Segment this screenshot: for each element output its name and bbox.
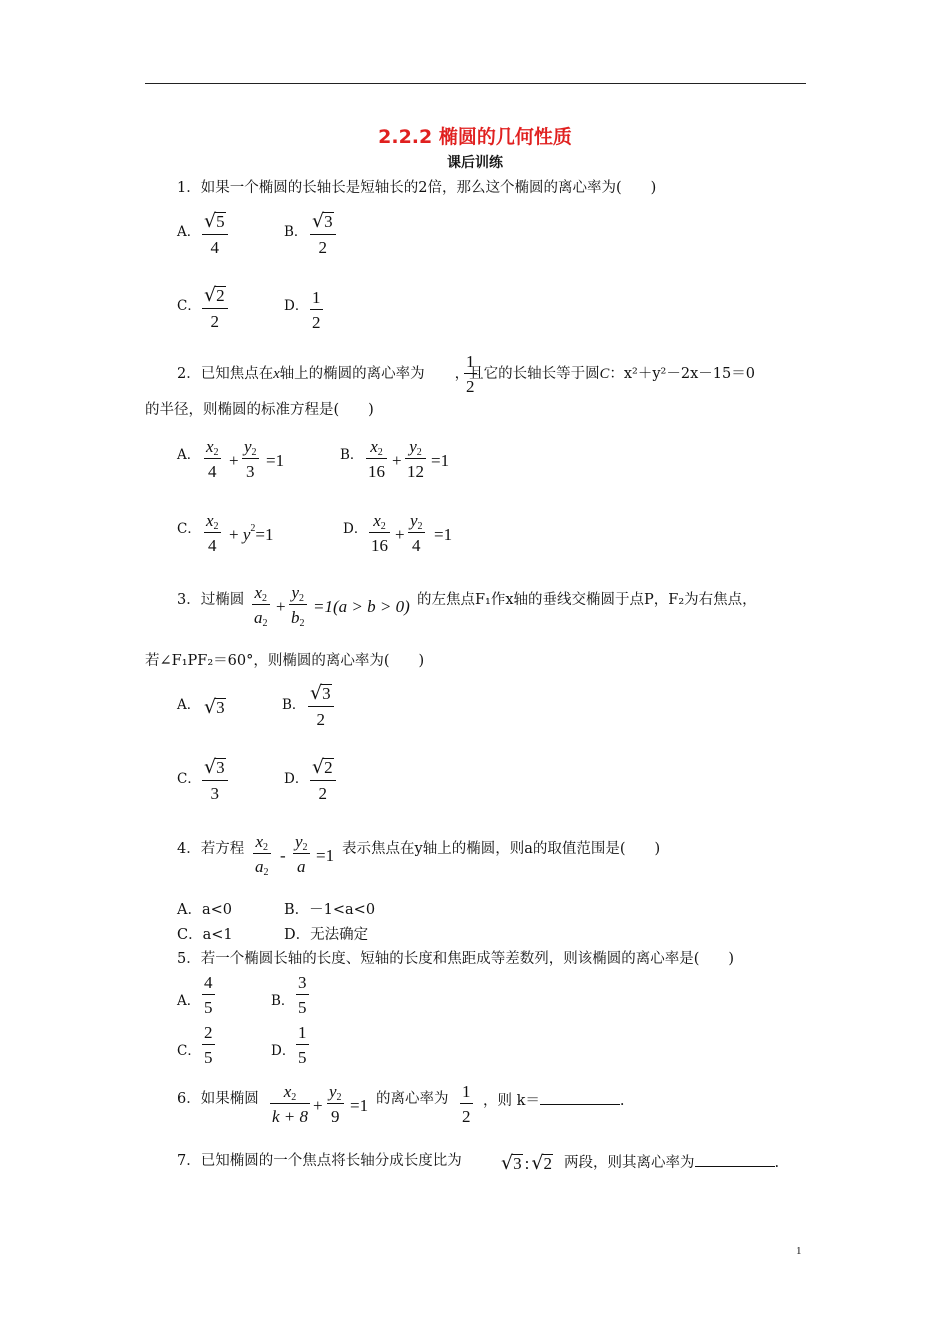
question-3-post: 的左焦点F₁作x轴的垂线交椭圆于点P，F₂为右焦点， [417,592,757,608]
question-1: 1．如果一个椭圆的长轴长是短轴长的2倍，那么这个椭圆的离心率为( ) [177,180,657,196]
q6-y-term: y $^2$ 9 [329,1082,342,1126]
q6-plus: + [313,1096,323,1115]
q4-minus: - [280,846,286,865]
q3-x-term: x $^2$ a $^2$ [254,583,268,629]
q6-eccentricity: 1 2 [462,1082,471,1126]
q7-ratio: √ 3 : √ 2 [501,1152,552,1174]
question-4-pre: 4．若方程 [177,841,245,857]
header-rule [145,83,806,84]
q1-option-c: √ 2 2 [202,286,228,330]
q7-post: 两段，则其离心率为 . [564,1152,779,1172]
q2-eccentricity: 1 2 [466,352,475,396]
q2-option-c-label: C． [177,521,201,537]
q6-post: ，则 k＝ . [483,1090,625,1110]
q5-option-b-label: B． [271,993,295,1009]
q1-option-b-label: B． [284,224,308,240]
q6-mid: 的离心率为 [376,1091,449,1107]
question-7-pre: 7．已知椭圆的一个焦点将长轴分成长度比为 [177,1153,462,1169]
q2-option-a-plus: + [229,451,239,470]
q5-option-d-label: D． [271,1043,296,1059]
q1-option-c-label: C． [177,298,201,314]
q5-option-c-label: C． [177,1043,201,1059]
q4-rhs: =1 [316,846,335,865]
q3-condition: =1(a > b > 0) [313,597,410,616]
q6-x-term: x $^2$ k + 8 [272,1082,309,1126]
q4-option-c: C．a<1 [177,927,233,943]
q2-option-b-x-term: x $^2$ 16 [368,437,385,481]
q3-option-a: √ 3 [204,696,225,718]
q4-option-d: D．无法确定 [284,927,369,943]
question-3-line-2: 若∠F₁PF₂＝60°，则椭圆的离心率为( ) [145,653,425,669]
question-2-line-1: 2．已知焦点在x轴上的椭圆的离心率为 ，且它的长轴长等于圆C：x²＋y²－2x－15＝0 [177,366,755,382]
q2-option-d-x-term: x $^2$ 16 [371,511,388,555]
q3-option-b-label: B． [282,697,306,713]
q3-option-c: √ 3 3 [202,758,228,802]
q2-option-b-plus: + [392,451,402,470]
q2-option-c-x-term: x $^2$ 4 [206,511,219,555]
q1-option-b: √ 3 2 [310,212,336,256]
q5-option-b: 3 5 [298,973,307,1017]
question-4-post: 表示焦点在y轴上的椭圆，则a的取值范围是( ) [342,841,661,857]
q6-rhs: =1 [350,1096,369,1115]
q2-option-d-rhs: =1 [434,525,453,544]
page-title: 2.2.2 椭圆的几何性质 [378,126,572,148]
q1-option-d: 1 2 [312,288,321,332]
q3-option-a-label: A． [177,697,201,713]
page-number: 1 [796,1245,802,1257]
q2-option-d-label: D． [343,521,368,537]
q2-option-b-y-term: y $^2$ 12 [407,437,424,481]
q2-option-a-x-term: x $^2$ 4 [206,437,219,481]
q3-option-d: √ 2 2 [310,758,336,802]
q2-option-d-plus: + [395,525,405,544]
q2-option-a-label: A． [177,447,201,463]
q4-option-a: A．a<0 [177,902,232,918]
question-2-line-2: 的半径，则椭圆的标准方程是( ) [145,402,374,418]
q2-option-b-label: B． [340,447,364,463]
q1-option-d-label: D． [284,298,309,314]
q5-option-c: 2 5 [204,1023,213,1067]
q4-option-b: B．－1<a<0 [284,902,376,918]
q2-option-d-y-term: y $^2$ 4 [410,511,423,555]
q6-answer-blank[interactable] [540,1090,620,1105]
q2-option-b-rhs: =1 [431,451,450,470]
q3-option-d-label: D． [284,771,309,787]
q1-option-a: √ 5 4 [202,212,228,256]
q4-y-term: y $^2$ a [295,832,308,876]
q3-option-b: √ 3 2 [308,684,334,728]
question-5: 5．若一个椭圆长轴的长度、短轴的长度和焦距成等差数列，则该椭圆的离心率是( ) [177,951,735,967]
q5-option-d: 1 5 [298,1023,307,1067]
q4-x-term: x $^2$ a $^2$ [255,832,269,878]
q2-option-a-rhs: =1 [266,451,285,470]
q2-option-c-rest: + $y^2=1$ [229,523,274,544]
q3-plus: + [276,597,286,616]
page-subtitle: 课后训练 [447,155,503,171]
q2-option-a-y-term: y $^2$ 3 [244,437,257,481]
q5-option-a-label: A． [177,993,201,1009]
q3-y-term: y $^2$ b $^2$ [291,583,305,629]
q5-option-a: 4 5 [204,973,213,1017]
q3-option-c-label: C． [177,771,201,787]
q1-option-a-label: A． [177,224,201,240]
q7-answer-blank[interactable] [695,1152,775,1167]
question-3-pre: 3．过椭圆 [177,592,245,608]
question-6-pre: 6．如果椭圆 [177,1091,259,1107]
